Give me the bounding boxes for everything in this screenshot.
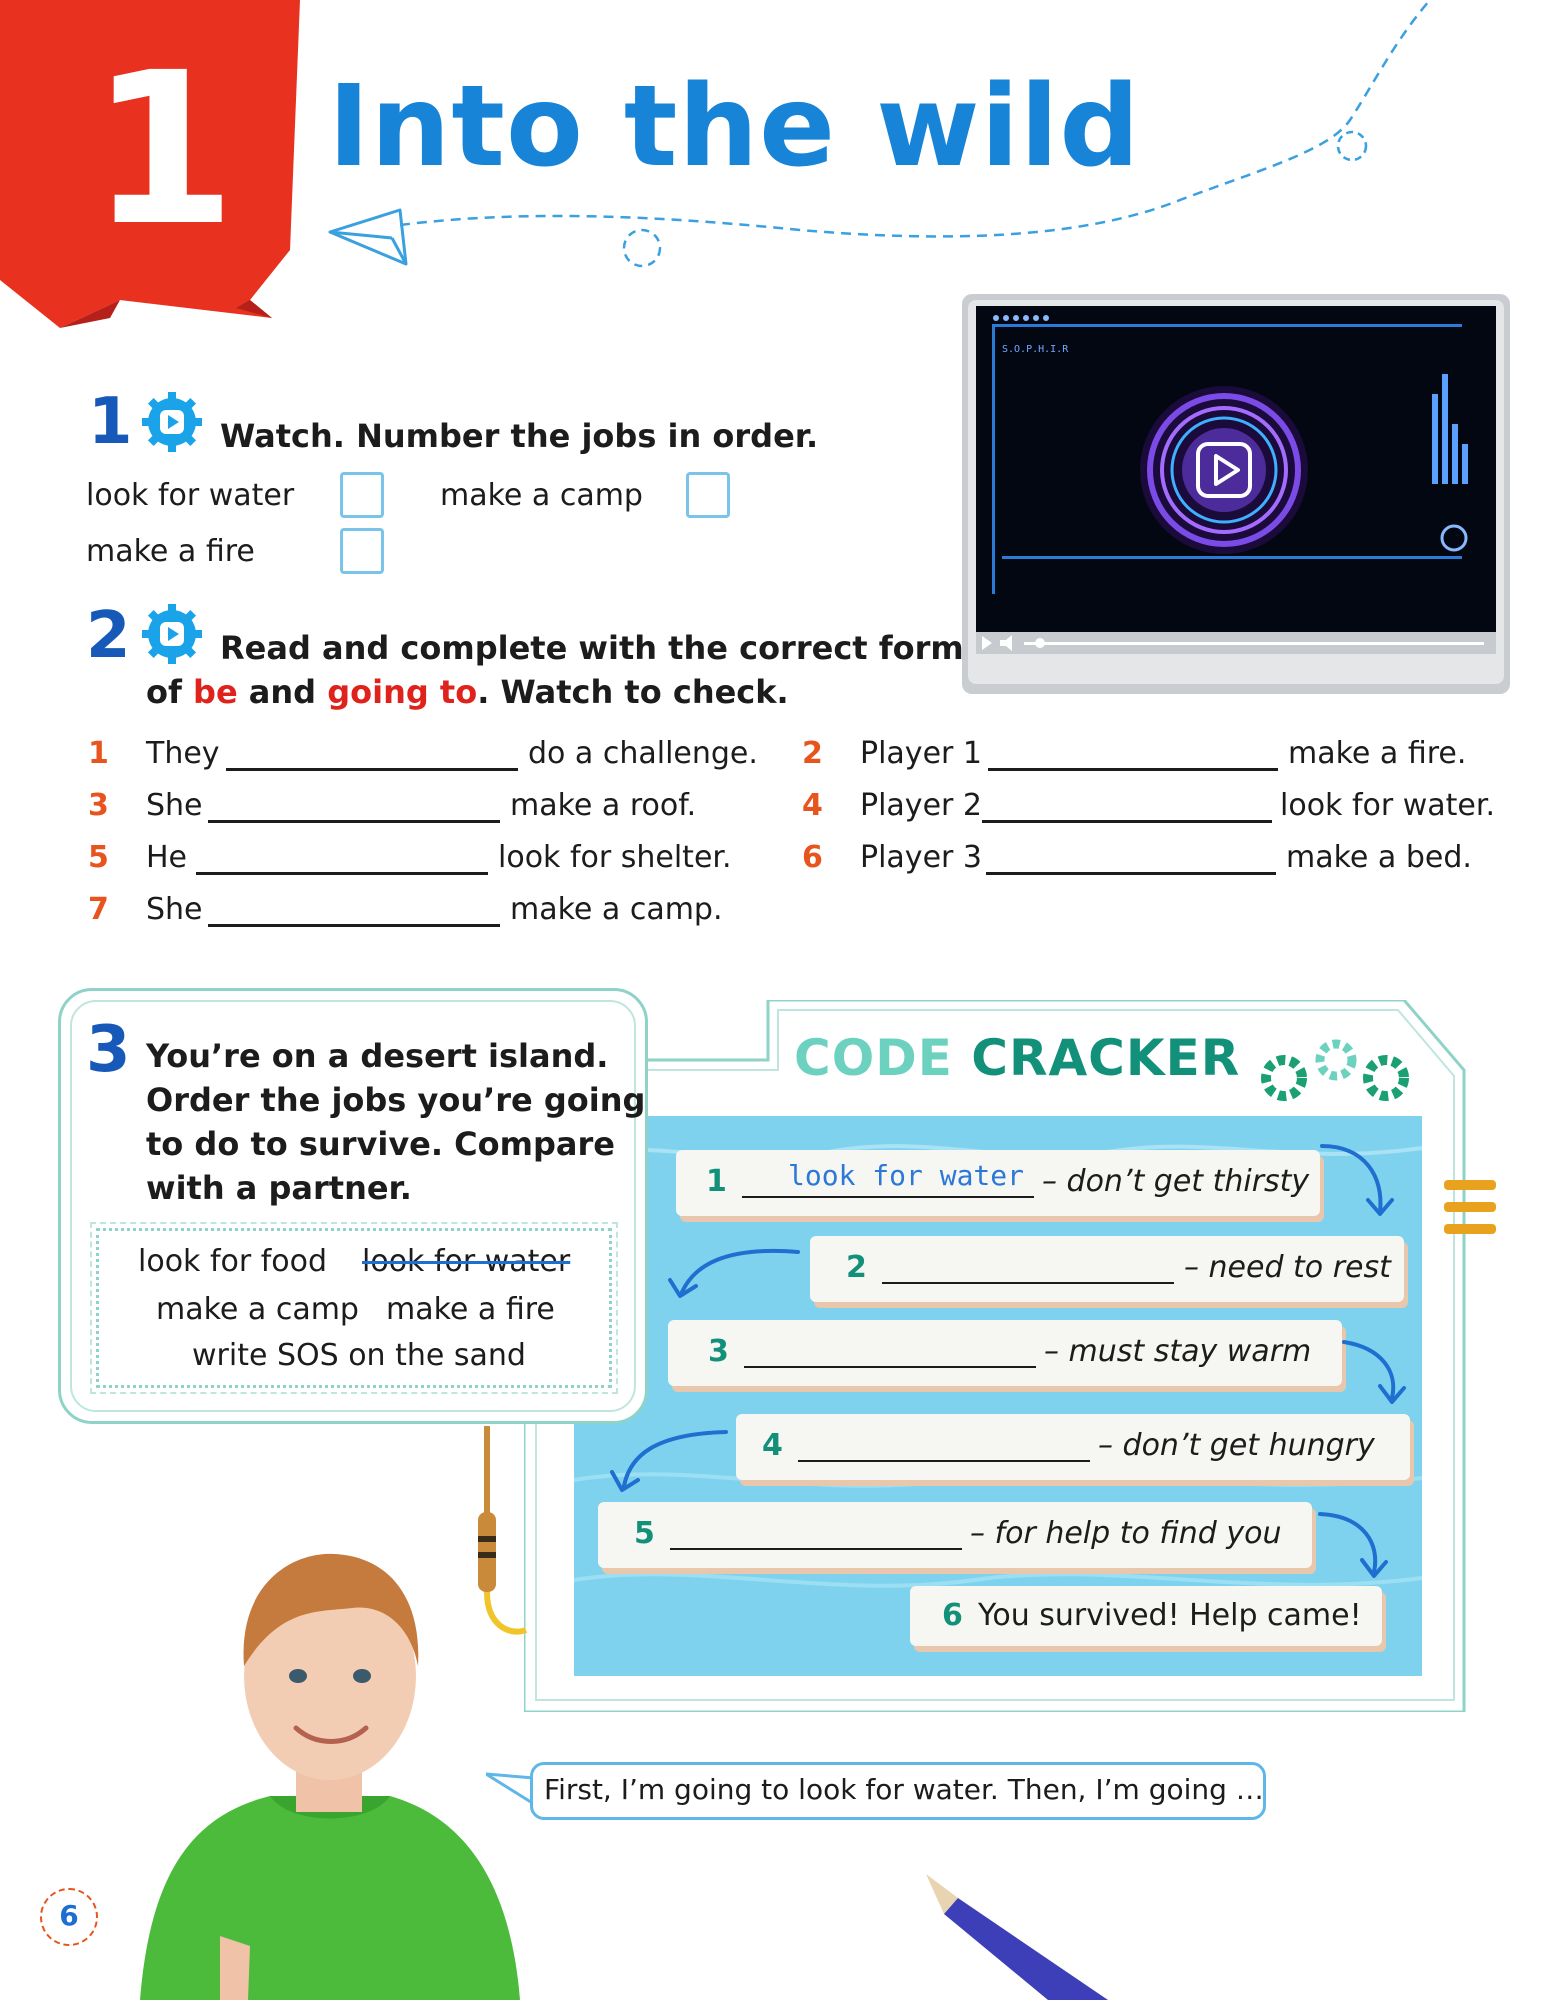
- word-option: write SOS on the sand: [192, 1338, 526, 1373]
- answer-line[interactable]: [208, 820, 500, 823]
- flow-arrows: [574, 1116, 1422, 1676]
- pencil-decoration: [918, 1870, 1108, 2000]
- video-screen-label: S.O.P.H.I.R: [1002, 344, 1069, 355]
- step-number: 6: [942, 1598, 963, 1633]
- sentence-number: 5: [88, 840, 109, 875]
- job-order-box[interactable]: [340, 472, 384, 518]
- answer-line[interactable]: [226, 768, 518, 771]
- exercise-3-instruction-line: You’re on a desert island.: [146, 1037, 609, 1075]
- exercise-1-instruction: Watch. Number the jobs in order.: [220, 417, 819, 455]
- job-label: make a fire: [86, 534, 255, 569]
- word-option: make a fire: [386, 1292, 555, 1327]
- step-number: 5: [634, 1516, 655, 1551]
- instr-of: of: [146, 673, 182, 711]
- sentence-rest: do a challenge.: [528, 736, 758, 771]
- sentence-rest: make a camp.: [510, 892, 723, 927]
- sentence-number: 6: [802, 840, 823, 875]
- sentence-subject: He: [146, 840, 188, 875]
- exercise-3-instruction-line: with a partner.: [146, 1169, 412, 1207]
- sentence-subject: She: [146, 892, 203, 927]
- instr-going-to: going to: [327, 673, 478, 711]
- code-cracker-title-part2: CRACKER: [971, 1029, 1241, 1087]
- unit-number: 1: [90, 27, 237, 272]
- sentence-subject: Player 1: [860, 736, 982, 771]
- instr-be: be: [193, 673, 238, 711]
- answer-line[interactable]: [982, 820, 1272, 823]
- word-option: look for food: [138, 1244, 328, 1279]
- step-reason: – don’t get thirsty: [1042, 1164, 1310, 1199]
- sentence-subject: Player 2: [860, 788, 982, 823]
- step-number: 2: [846, 1250, 867, 1285]
- job-order-box[interactable]: [686, 472, 730, 518]
- sentence-number: 2: [802, 736, 823, 771]
- sentence-number: 1: [88, 736, 109, 771]
- code-cracker-title-part1: CODE: [794, 1029, 953, 1087]
- sentence-number: 7: [88, 892, 109, 927]
- step-reason: – for help to find you: [970, 1516, 1282, 1551]
- exercise-2-number: 2: [86, 599, 131, 673]
- sentence-rest: look for water.: [1280, 788, 1495, 823]
- gears-icon: [1256, 1030, 1416, 1110]
- step-number: 3: [708, 1334, 729, 1369]
- sentence-rest: make a fire.: [1288, 736, 1467, 771]
- step-number: 1: [706, 1164, 727, 1199]
- sentence-rest: make a bed.: [1286, 840, 1472, 875]
- instr-and: and: [248, 673, 317, 711]
- answer-line[interactable]: [208, 924, 500, 927]
- word-option: make a camp: [156, 1292, 359, 1327]
- exercise-3-number: 3: [86, 1013, 131, 1087]
- exercise-1-number: 1: [88, 385, 133, 459]
- exercise-3-instruction-line: Order the jobs you’re going: [146, 1081, 646, 1119]
- code-cracker-title: [794, 1030, 1240, 1086]
- sentence-subject: She: [146, 788, 203, 823]
- step-reason: – must stay warm: [1044, 1334, 1312, 1369]
- step-number: 4: [762, 1428, 783, 1463]
- page-number: 6: [59, 1899, 79, 1932]
- video-gear-icon[interactable]: [140, 390, 204, 454]
- job-label: make a camp: [440, 478, 643, 513]
- sentence-rest: make a roof.: [510, 788, 697, 823]
- step-final-text: You survived! Help came!: [978, 1598, 1362, 1633]
- boy-photo: [120, 1516, 540, 2000]
- answer-line[interactable]: [196, 872, 488, 875]
- instr-end: . Watch to check.: [477, 673, 789, 711]
- video-gear-icon[interactable]: [140, 602, 204, 666]
- exercise-2-instruction-line2: [146, 670, 789, 714]
- sentence-number: 3: [88, 788, 109, 823]
- job-order-box[interactable]: [340, 528, 384, 574]
- job-label: look for water: [86, 478, 295, 513]
- unit-title: Into the wild: [328, 62, 1141, 192]
- speech-bubble-text: First, I’m going to look for water. Then, I’m going …: [544, 1773, 1264, 1806]
- exercise-3-instruction-line: to do to survive. Compare: [146, 1125, 615, 1163]
- side-tab-icon: [1444, 1176, 1496, 1240]
- sentence-rest: look for shelter.: [498, 840, 732, 875]
- sentence-subject: They: [146, 736, 220, 771]
- step-answer: look for water: [788, 1159, 1025, 1192]
- answer-line[interactable]: [988, 768, 1278, 771]
- sentence-subject: Player 3: [860, 840, 982, 875]
- exercise-2-instruction: Read and complete with the correct form: [220, 629, 964, 667]
- video-player[interactable]: [962, 294, 1510, 694]
- step-reason: – need to rest: [1184, 1250, 1391, 1285]
- answer-line[interactable]: [986, 872, 1276, 875]
- sentence-number: 4: [802, 788, 823, 823]
- paper-plane-icon: [330, 210, 406, 264]
- paper-plane-decoration: [320, 0, 1542, 290]
- step-reason: – don’t get hungry: [1098, 1428, 1375, 1463]
- word-option-struck: look for water: [362, 1244, 571, 1279]
